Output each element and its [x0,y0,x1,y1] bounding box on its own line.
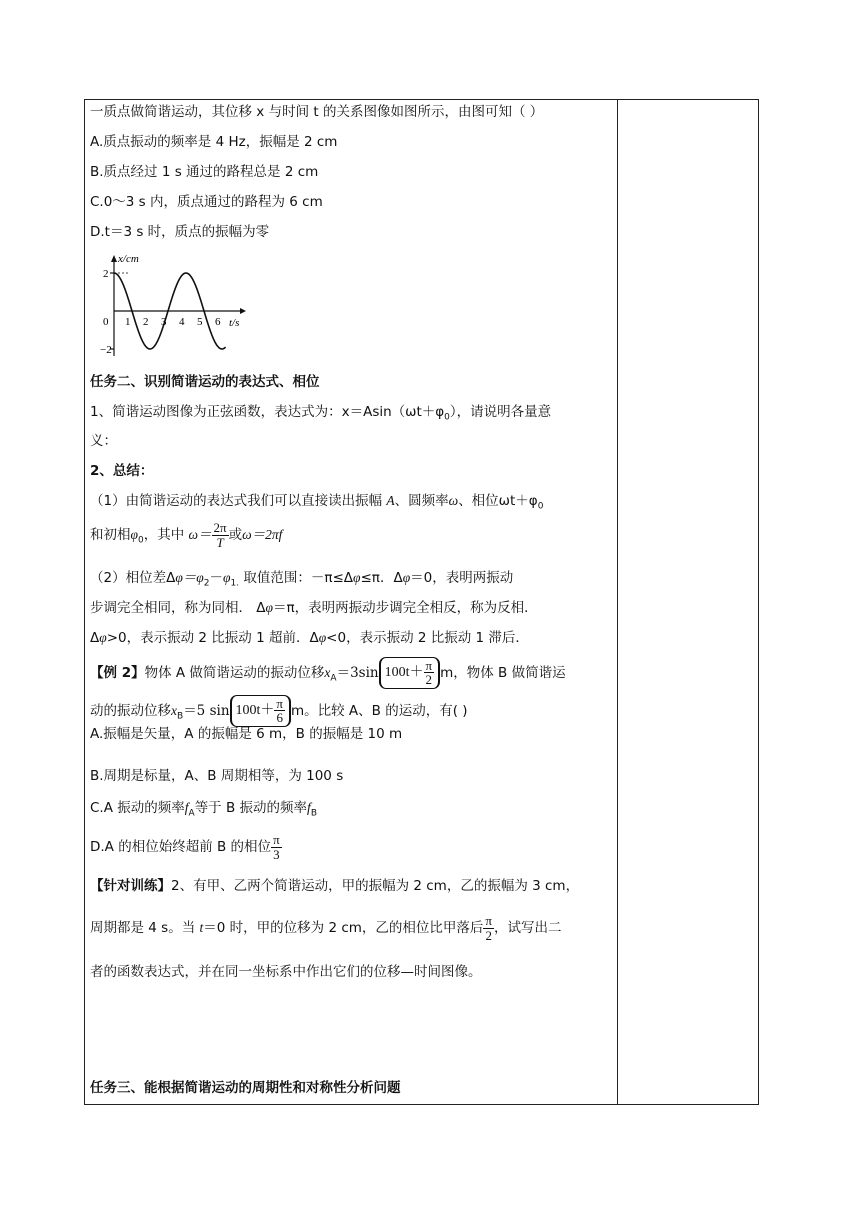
training-line1: 【针对训练】2、有甲、乙两个简谐运动，甲的振幅为 2 cm，乙的振幅为 3 cm， [90,878,580,894]
option-c: C.0～3 s 内，质点通过的路程为 6 cm [90,194,323,210]
summary-2-line3: Δφ>0，表示振动 2 比振动 1 超前．Δφ<0，表示振动 2 比振动 1 滞后． [90,630,529,646]
example2-line2: 动的振动位移$x_B=5$ sin 100t＋ $\frac{\pi}{6}$ m。比较 A、B 的运动，有( ) [90,696,468,726]
displacement-time-graph [100,250,260,360]
summary-1-line1: （1）由简谐运动的表达式我们可以直接读出振幅 A、圆频率ω、相位$\omega t+\varphi_0$ [90,493,544,512]
example2-option-c: C.A 振动的频率$f_A$等于 B 振动的频率$f_B$ [90,800,317,819]
option-b: B.质点经过 1 s 通过的路程总是 2 cm [90,164,319,180]
x-axis-arrow [111,255,117,262]
training-line3: 者的函数表达式，并在同一坐标系中作出它们的位移—时间图像。 [90,964,482,980]
question-stem: 一质点做简谐运动，其位移 x 与时间 t 的关系图像如图所示，由图可知（ ） [90,104,544,120]
omega-fraction: $\frac{2\pi}{T}$ [213,519,227,550]
training-line2: 周期都是 4 s。当 t＝0 时，甲的位移为 2 cm，乙的相位比甲落后 $\frac{\pi}{2}$ ，试写出二 [90,912,562,943]
task2-title: 任务二、识别简谐运动的表达式、相位 [90,374,320,390]
origin-label: 0 [103,316,109,328]
option-d: D.t＝3 s 时，质点的振幅为零 [90,224,270,240]
task2-item1-cont: 义： [90,433,117,449]
example2-option-d: D.A 的相位始终超前 B 的相位 $\frac{\pi}{3}$ [90,831,280,862]
task2-item1: 1、简谐运动图像为正弦函数，表达式为：$x=Asin(\omega t+\varphi_0)$，请说明各量意 [90,404,552,423]
x-tick-2: 2 [143,316,149,328]
summary-heading: 2、总结： [90,463,154,479]
summary-1-line2: 和初相$\varphi_0$，其中 ω＝ $\frac{2\pi}{T}$ 或ω＝2πf [90,519,283,550]
y-axis-label: x/cm [118,253,139,265]
task3-title: 任务三、能根据简谐运动的周期性和对称性分析问题 [90,1080,401,1096]
x-tick-4: 4 [179,316,185,328]
phase-bracket-b: 100t＋ $\frac{\pi}{6}$ [230,695,291,727]
t-axis-arrow [240,308,246,314]
x-axis-label: t/s [229,317,240,329]
x-tick-6: 6 [215,316,221,328]
x-tick-5: 5 [197,316,203,328]
y-tick-bottom: −2 [100,344,112,356]
phase-bracket-a: 100t＋ $\frac{\pi}{2}$ [379,657,440,689]
example2-option-a: A.振幅是矢量，A 的振幅是 6 m，B 的振幅是 10 m [90,726,403,742]
y-tick-top: 2 [103,268,109,280]
x-tick-1: 1 [125,316,131,328]
summary-2-line2: 步调完全相同，称为同相． Δφ＝π，表明两振动步调完全相反，称为反相． [90,600,538,616]
column-divider [617,99,618,1105]
option-a: A.质点振动的频率是 4 Hz，振幅是 2 cm [90,134,338,150]
example2-option-b: B.周期是标量，A、B 周期相等，为 100 s [90,768,344,784]
example2-line1: 【例 2】物体 A 做简谐运动的振动位移$x_A=3\sin$ 100t＋ $\frac{\pi}{2}$ m，物体 B 做简谐运 [90,658,566,688]
x-tick-3: 3 [161,316,167,328]
summary-2-line1: （2）相位差$\Delta\varphi=\varphi_2-\varphi_{1.}$ 取值范围：－π≤Δφ≤π．Δφ＝0，表明两振动 [90,570,514,589]
